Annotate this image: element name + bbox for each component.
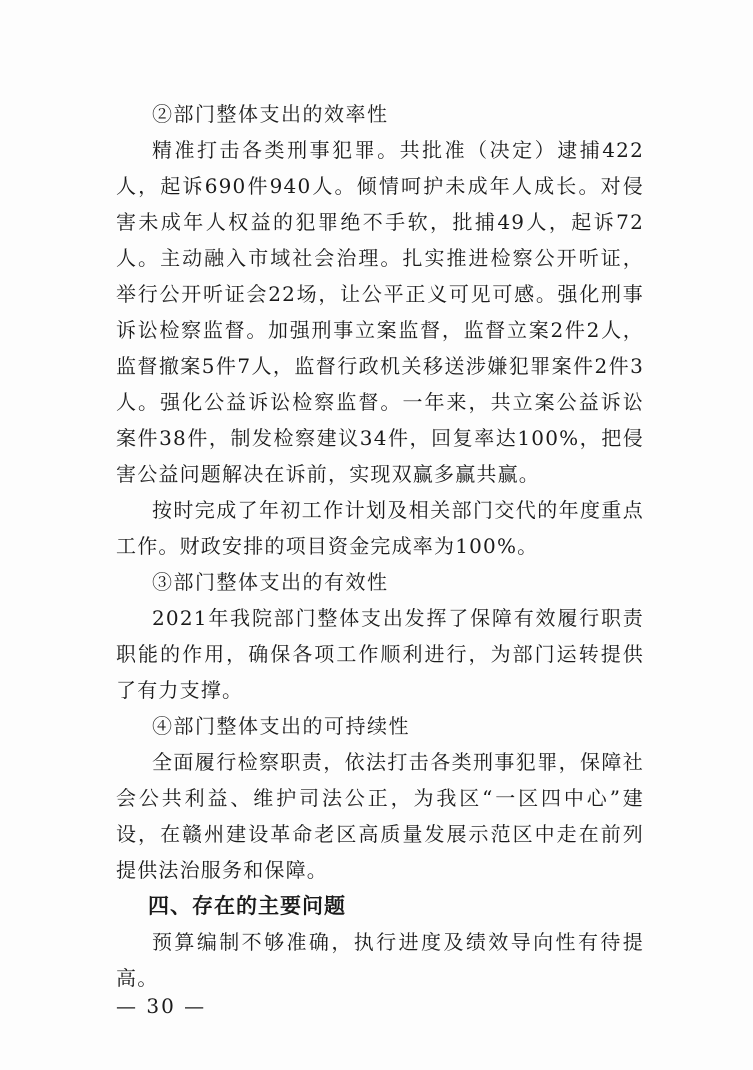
sustainability-paragraph: 全面履行检察职责，依法打击各类刑事犯罪，保障社会公共利益、维护司法公正，为我区“一区四中心”建设，在赣州建设革命老区高质量发展示范区中走在前列提供法治服务和保障。	[116, 750, 644, 882]
section-effectiveness-heading: ③部门整体支出的有效性	[152, 570, 389, 594]
page-number: — 30 —	[116, 994, 207, 1018]
problems-paragraph: 预算编制不够准确，执行进度及绩效导向性有待提高。	[116, 930, 644, 990]
efficiency-paragraph-2: 按时完成了年初工作计划及相关部门交代的年度重点工作。财政安排的项目资金完成率为100%。	[116, 498, 644, 558]
efficiency-paragraph-1: 精准打击各类刑事犯罪。共批准（决定）逮捕422人，起诉690件940人。倾情呵护未成年人成长。对侵害未成年人权益的犯罪绝不手软，批捕49人，起诉72人。主动融入市域社会治理。扎实推进检察公开听证，举行公开听证会22场，让公平正义可见可感。强化刑事诉讼检察监督。加强刑事立案监督，监督立案2件2人，监督撤案5件7人，监督行政机关移送涉嫌犯罪案件2件3人。强化公益诉讼检察监督。一年来，共立案公益诉讼案件38件，制发检察建议34件，回复率达100%，把侵害公益问题解决在诉前，实现双赢多赢共赢。	[116, 138, 644, 486]
document-body	[116, 96, 644, 996]
section-sustainability-heading: ④部门整体支出的可持续性	[152, 714, 410, 738]
section-problems-heading: 四、存在的主要问题	[148, 894, 346, 918]
section-efficiency-heading: ②部门整体支出的效率性	[152, 102, 389, 126]
effectiveness-paragraph: 2021年我院部门整体支出发挥了保障有效履行职责职能的作用，确保各项工作顺利进行，为部门运转提供了有力支撑。	[116, 606, 644, 702]
